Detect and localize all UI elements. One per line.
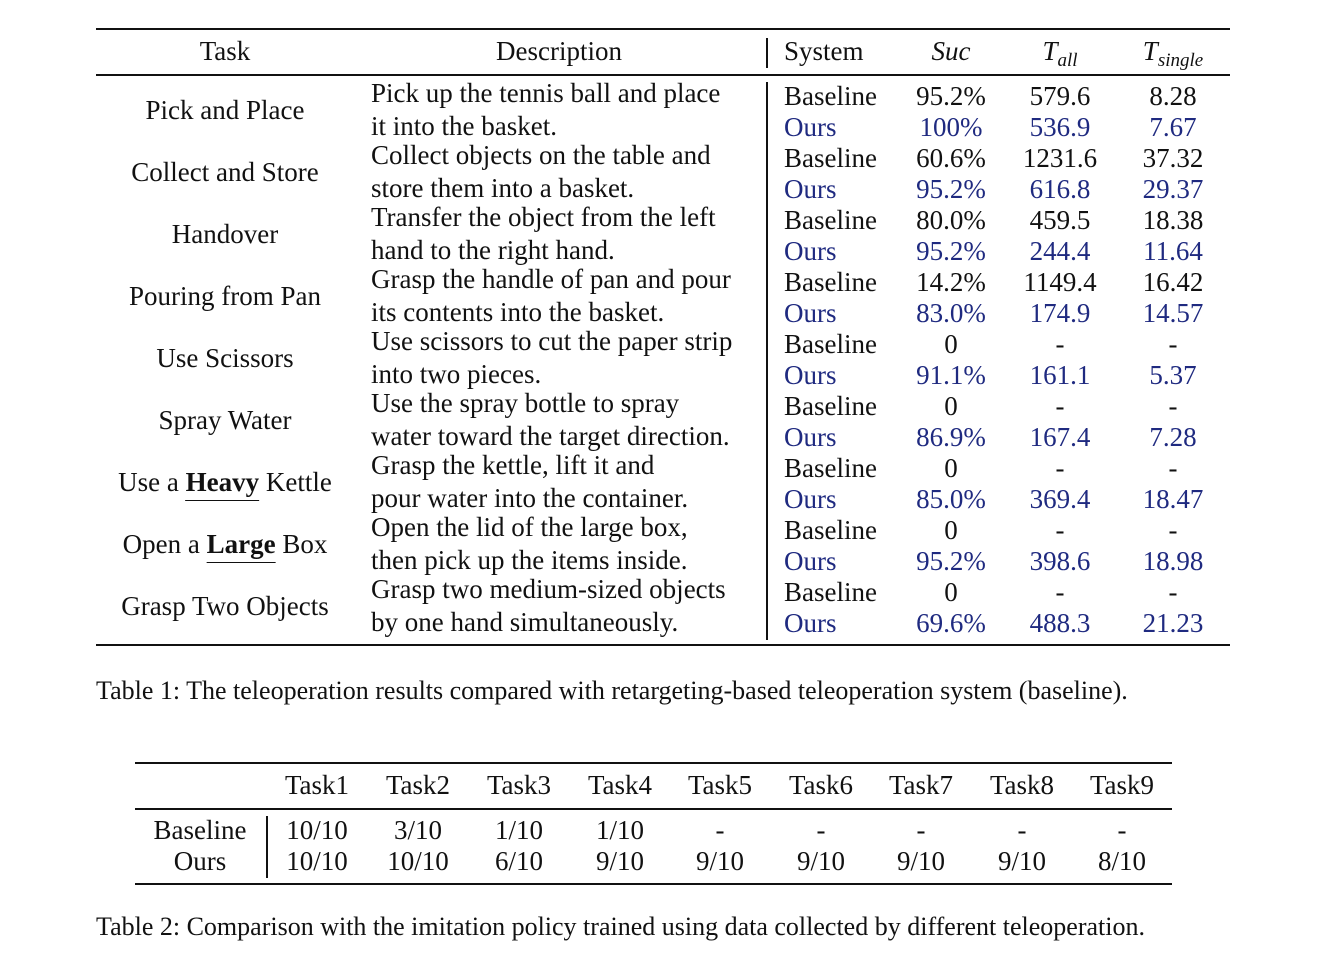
success-rate: 85.0% <box>916 484 986 514</box>
single-time: - <box>1168 577 1178 607</box>
table2-header-task: Task7 <box>888 770 954 800</box>
table2-cell: - <box>1017 815 1027 845</box>
task-name: Use Scissors <box>156 343 294 373</box>
description-line-2: store them into a basket. <box>371 173 635 203</box>
task-name: Handover <box>171 219 279 249</box>
description-line-1: Grasp the handle of pan and pour <box>371 264 731 294</box>
description-line-1: Collect objects on the table and <box>371 140 711 170</box>
table2-cell: 9/10 <box>997 846 1047 876</box>
single-time: 16.42 <box>1142 267 1204 297</box>
description-line-2: then pick up the items inside. <box>371 545 688 575</box>
description-line-1: Pick up the tennis ball and place <box>371 78 721 108</box>
tall-subscript: all <box>1057 50 1078 71</box>
system-label: Baseline <box>784 391 877 421</box>
table2-caption: Table 2: Comparison with the imitation policy trained using data collected by different teleoperation. <box>96 912 1145 941</box>
table1-top-rule <box>96 28 1230 30</box>
single-time: 5.37 <box>1149 360 1197 390</box>
task-name <box>123 529 328 560</box>
total-time: 174.9 <box>1029 298 1091 328</box>
system-label: Baseline <box>784 81 877 111</box>
success-rate: 100% <box>919 112 983 142</box>
total-time: 459.5 <box>1029 205 1091 235</box>
single-time: - <box>1168 391 1178 421</box>
total-time: - <box>1055 577 1065 607</box>
table2-cell: 9/10 <box>695 846 745 876</box>
table1-header-task: Task <box>199 36 251 66</box>
total-time: 536.9 <box>1029 112 1091 142</box>
success-rate: 86.9% <box>916 422 986 452</box>
success-rate: 95.2% <box>916 81 986 111</box>
success-rate: 0 <box>944 577 958 607</box>
description-line-2: water toward the target direction. <box>371 421 730 451</box>
total-time: - <box>1055 453 1065 483</box>
success-rate: 91.1% <box>916 360 986 390</box>
task-name: Collect and Store <box>131 157 319 187</box>
table1-header-tsingle <box>1143 36 1203 72</box>
table1-header-divider <box>766 38 768 68</box>
system-label: Baseline <box>784 453 877 483</box>
single-time: 21.23 <box>1142 608 1204 638</box>
description-line-2: it into the basket. <box>371 111 557 141</box>
table2-row-label: Ours <box>173 846 227 876</box>
system-label: Ours <box>784 174 837 204</box>
table2-cell: - <box>816 815 826 845</box>
system-label: Ours <box>784 546 837 576</box>
description-line-1: Use the spray bottle to spray <box>371 388 680 418</box>
table2-cell: 3/10 <box>393 815 443 845</box>
description-line-2: hand to the right hand. <box>371 235 615 265</box>
single-time: 18.38 <box>1142 205 1204 235</box>
table2-cell: 8/10 <box>1097 846 1147 876</box>
system-label: Ours <box>784 298 837 328</box>
system-label: Baseline <box>784 515 877 545</box>
task-name: Grasp Two Objects <box>121 591 329 621</box>
single-time: - <box>1168 453 1178 483</box>
single-time: 18.98 <box>1142 546 1204 576</box>
success-rate: 60.6% <box>916 143 986 173</box>
success-rate: 0 <box>944 391 958 421</box>
system-label: Ours <box>784 112 837 142</box>
system-label: Baseline <box>784 267 877 297</box>
system-label: Ours <box>784 360 837 390</box>
task-name: Pick and Place <box>145 95 305 125</box>
success-rate: 95.2% <box>916 236 986 266</box>
single-time: 8.28 <box>1149 81 1197 111</box>
system-label: Baseline <box>784 143 877 173</box>
table2-divider <box>266 816 268 878</box>
table1-header-tall <box>1042 36 1077 72</box>
total-time: 1149.4 <box>1023 267 1097 297</box>
single-time: - <box>1168 515 1178 545</box>
single-time: 37.32 <box>1142 143 1204 173</box>
success-rate: 0 <box>944 515 958 545</box>
success-rate: 14.2% <box>916 267 986 297</box>
table2-header-task: Task5 <box>687 770 753 800</box>
table2-cell: 10/10 <box>286 815 348 845</box>
table1-caption: Table 1: The teleoperation results compared with retargeting-based teleoperation system (baseline). <box>96 676 1128 705</box>
task-name-suffix: Kettle <box>259 467 332 497</box>
table2-cell: - <box>1117 815 1127 845</box>
table2-header-task: Task2 <box>385 770 451 800</box>
single-time: - <box>1168 329 1178 359</box>
task-name <box>118 467 332 498</box>
single-time: 29.37 <box>1142 174 1204 204</box>
description-line-2: into two pieces. <box>371 359 542 389</box>
table2-cell: 10/10 <box>286 846 348 876</box>
table2-cell: 9/10 <box>595 846 645 876</box>
single-time: 18.47 <box>1142 484 1204 514</box>
description-line-1: Use scissors to cut the paper strip <box>371 326 733 356</box>
success-rate: 80.0% <box>916 205 986 235</box>
success-rate: 83.0% <box>916 298 986 328</box>
description-line-1: Grasp two medium-sized objects <box>371 574 726 604</box>
task-name: Pouring from Pan <box>129 281 321 311</box>
table1-header-system: System <box>784 36 864 66</box>
table2-cell: 9/10 <box>796 846 846 876</box>
table2-cell: - <box>715 815 725 845</box>
system-label: Ours <box>784 236 837 266</box>
total-time: 244.4 <box>1029 236 1091 266</box>
total-time: 1231.6 <box>1022 143 1098 173</box>
system-label: Ours <box>784 484 837 514</box>
task-name-prefix: Open a <box>122 529 207 559</box>
system-label: Baseline <box>784 205 877 235</box>
tsingle-subscript: single <box>1157 50 1204 71</box>
success-rate: 95.2% <box>916 546 986 576</box>
total-time: - <box>1055 391 1065 421</box>
table2-cell: 10/10 <box>387 846 449 876</box>
table1-header-rule <box>96 74 1230 76</box>
table1-header-suc: Suc <box>931 36 971 66</box>
task-name-emphasis: Large <box>207 529 276 563</box>
table2-cell: 9/10 <box>896 846 946 876</box>
description-line-2: pour water into the container. <box>371 483 689 513</box>
system-label: Ours <box>784 422 837 452</box>
tall-symbol: T <box>1042 36 1058 66</box>
description-line-2: by one hand simultaneously. <box>371 607 679 637</box>
total-time: 161.1 <box>1029 360 1091 390</box>
system-label: Baseline <box>784 577 877 607</box>
single-time: 7.28 <box>1149 422 1197 452</box>
table2-bottom-rule <box>135 883 1172 885</box>
table1-body-divider <box>766 82 768 640</box>
table2-header-task: Task6 <box>788 770 854 800</box>
table2-cell: - <box>916 815 926 845</box>
single-time: 7.67 <box>1149 112 1197 142</box>
success-rate: 95.2% <box>916 174 986 204</box>
total-time: 616.8 <box>1029 174 1091 204</box>
system-label: Baseline <box>784 329 877 359</box>
table2-row-label: Baseline <box>153 815 247 845</box>
total-time: - <box>1055 329 1065 359</box>
description-line-1: Transfer the object from the left <box>371 202 716 232</box>
table2-header-rule <box>135 808 1172 810</box>
task-name: Spray Water <box>158 405 292 435</box>
table2-top-rule <box>135 762 1172 764</box>
table2-header-task: Task1 <box>284 770 350 800</box>
description-line-1: Grasp the kettle, lift it and <box>371 450 655 480</box>
success-rate: 69.6% <box>916 608 986 638</box>
task-name-emphasis: Heavy <box>186 467 260 501</box>
total-time: 167.4 <box>1029 422 1091 452</box>
description-line-2: its contents into the basket. <box>371 297 665 327</box>
table2-header-task: Task9 <box>1089 770 1155 800</box>
total-time: 488.3 <box>1029 608 1091 638</box>
total-time: 398.6 <box>1029 546 1091 576</box>
success-rate: 0 <box>944 329 958 359</box>
table1-bottom-rule <box>96 644 1230 646</box>
description-line-1: Open the lid of the large box, <box>371 512 688 542</box>
table2-cell: 1/10 <box>595 815 645 845</box>
tsingle-symbol: T <box>1142 36 1158 66</box>
table2-header-task: Task3 <box>486 770 552 800</box>
table2-cell: 6/10 <box>494 846 544 876</box>
total-time: 369.4 <box>1029 484 1091 514</box>
total-time: 579.6 <box>1029 81 1091 111</box>
system-label: Ours <box>784 608 837 638</box>
single-time: 11.64 <box>1143 236 1203 266</box>
table2-header-task: Task4 <box>587 770 653 800</box>
single-time: 14.57 <box>1142 298 1204 328</box>
task-name-suffix: Box <box>275 529 328 559</box>
total-time: - <box>1055 515 1065 545</box>
table2-header-task: Task8 <box>989 770 1055 800</box>
table1-header-description: Description <box>496 36 622 66</box>
table2-cell: 1/10 <box>494 815 544 845</box>
success-rate: 0 <box>944 453 958 483</box>
task-name-prefix: Use a <box>118 467 186 497</box>
